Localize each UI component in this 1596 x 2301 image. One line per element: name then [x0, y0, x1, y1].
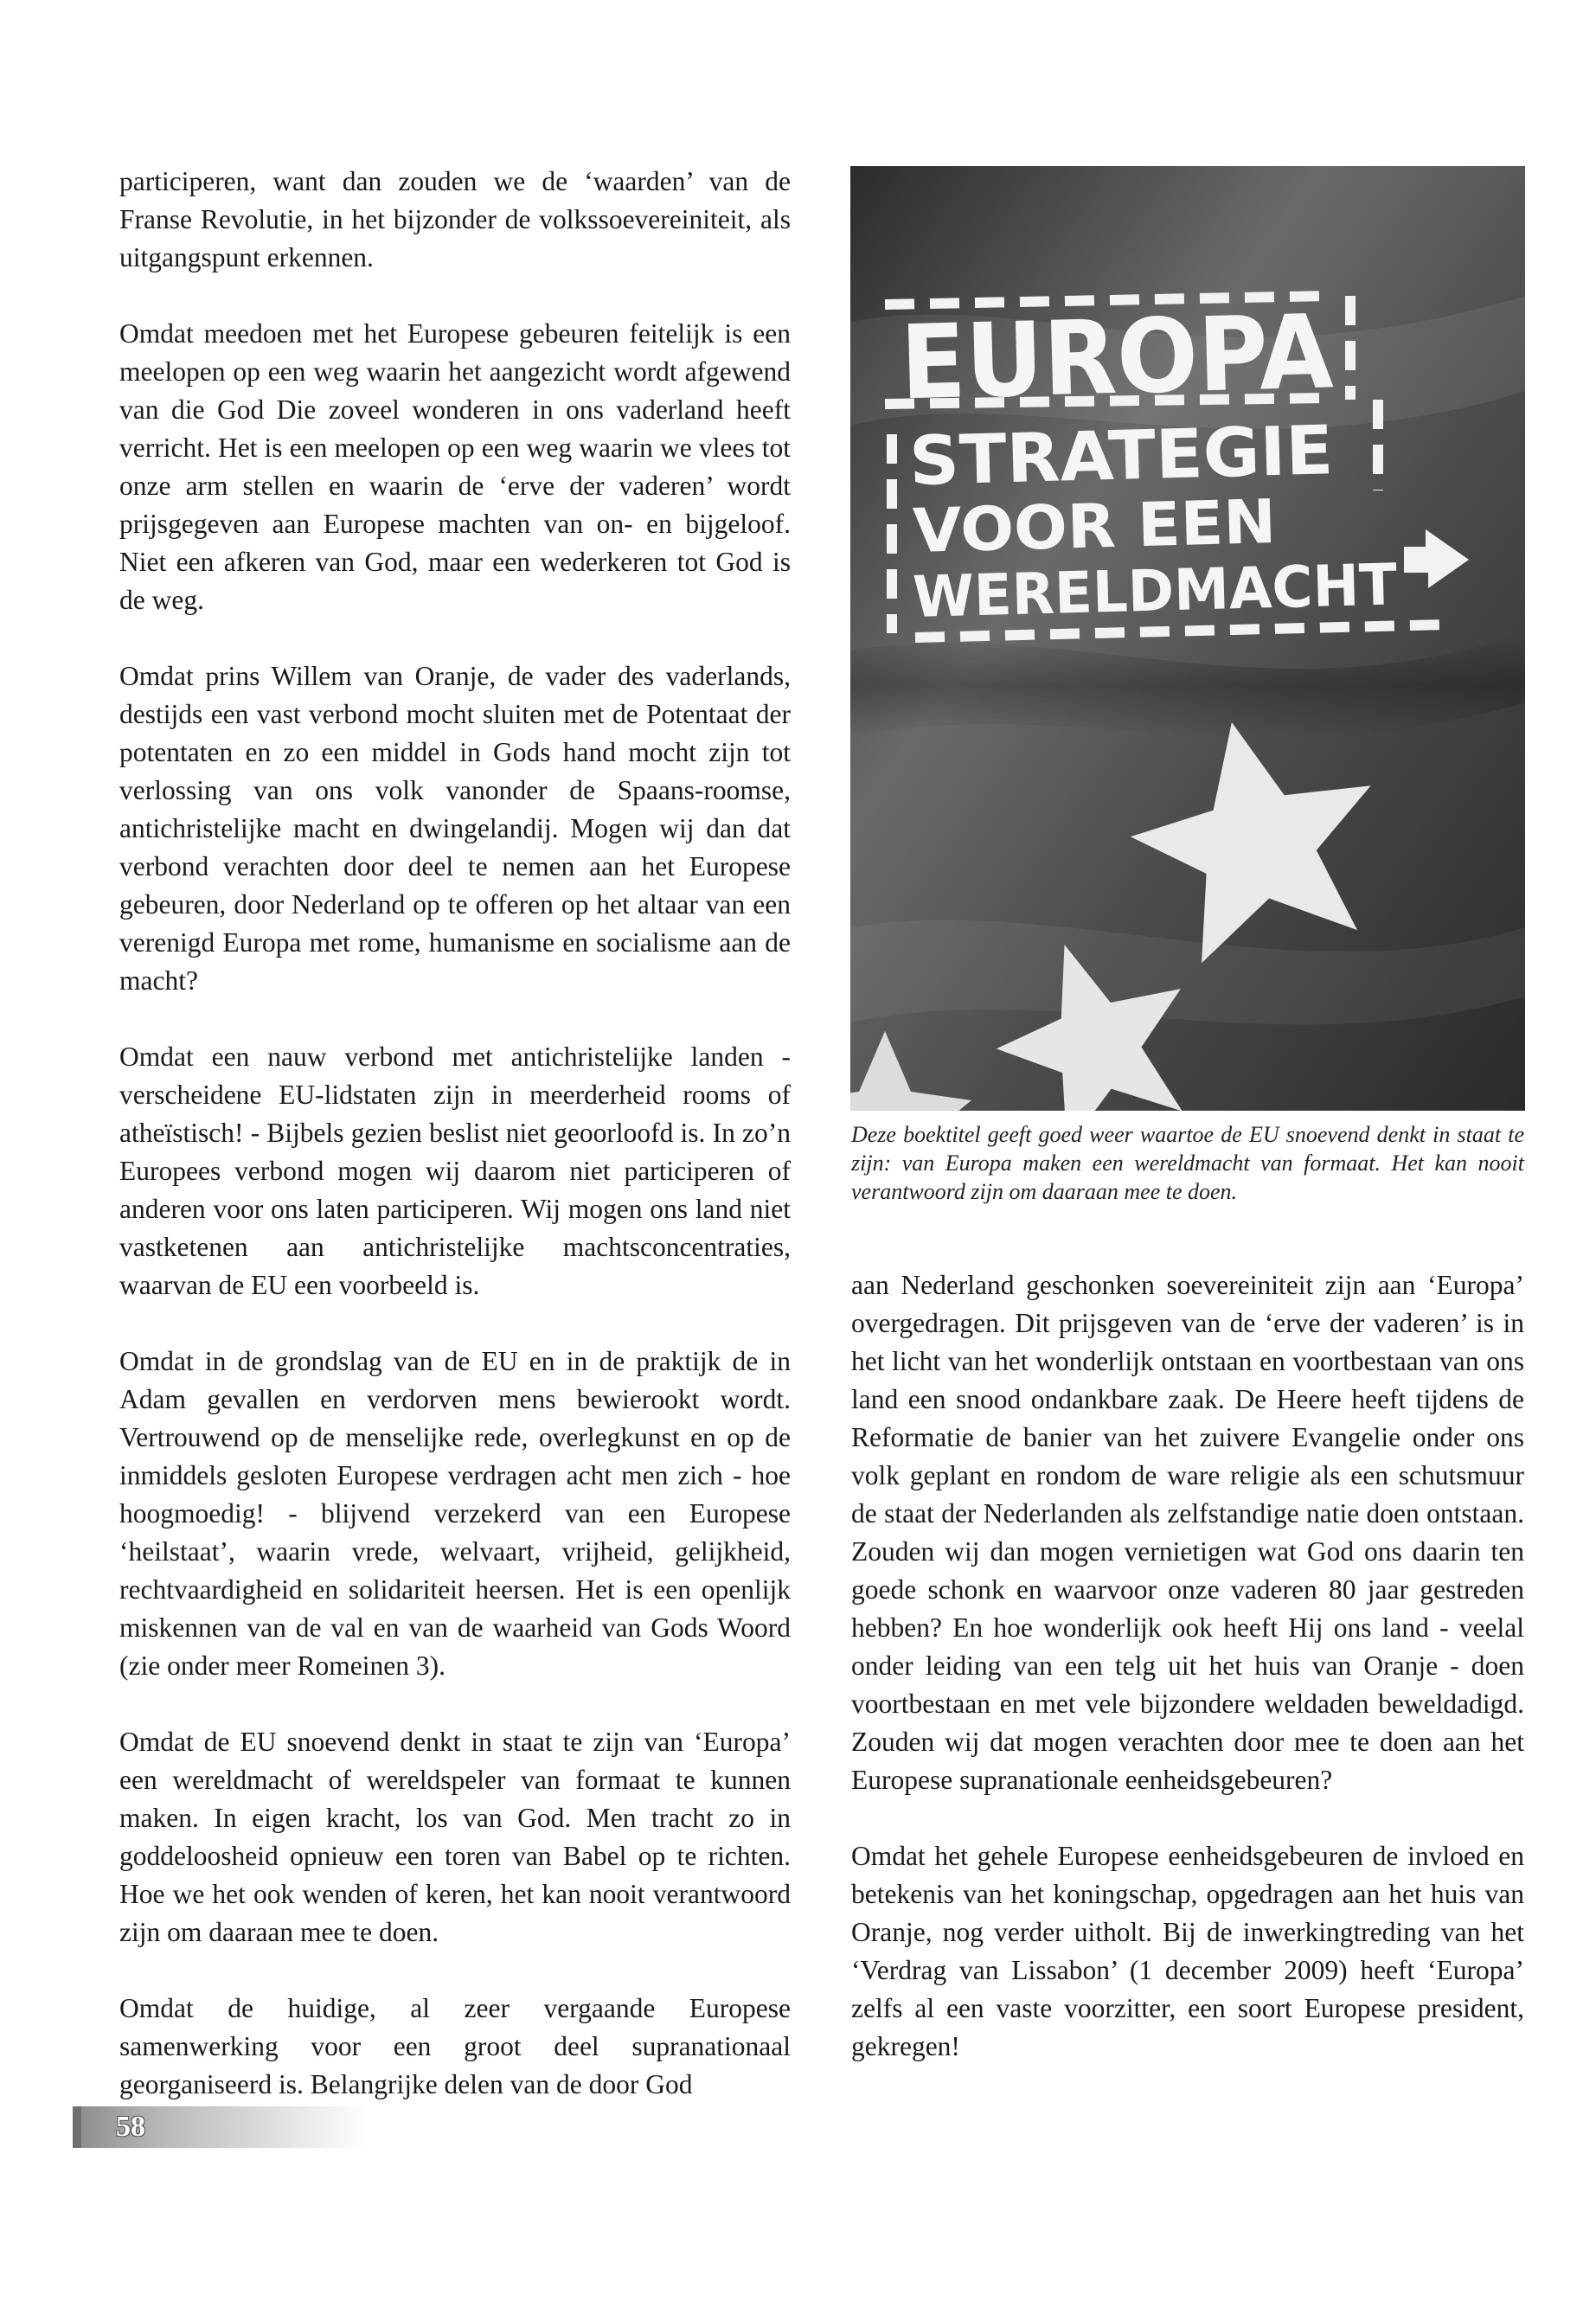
left-text-column [119, 163, 791, 2104]
paragraph: Omdat in de grondslag van de EU en in de praktijk de in Adam gevallen en verdorven mens bewierookt wordt. Vertrouwend op de menselijke rede, overlegkunst en op de inmiddels gesloten Europese verdragen acht men zich - hoe hoogmoedig! - blijvend verzekerd van een Europese ‘heilstaat’, waarin vrede, welvaart, vrijheid, gelijkheid, rechtvaardigheid en solidariteit heersen. Het is een openlijk miskennen van de val en van de waarheid van Gods Woord (zie onder meer Romeinen 3). [119, 1346, 791, 1681]
cover-title-line-2: STRATEGIE [908, 412, 1323, 502]
cover-title-line-1: EUROPA [899, 291, 1365, 423]
paragraph: Omdat prins Willem van Oranje, de vader des vaderlands, destijds een vast verbond mocht sluiten met de Potentaat der potentaten en zo een middel in Gods hand mocht zijn tot verlossing van ons volk vanonder de Spaans-roomse, antichristelijke macht en dwingelandij. Mogen wij dan dat verbond verachten door deel te nemen aan het Europese gebeuren, door Nederland op te offeren op het altaar van een verenigd Europa met rome, humanisme en socialisme aan de macht? [119, 661, 791, 996]
book-cover-image [850, 166, 1525, 1111]
paragraph: Omdat de EU snoevend denkt in staat te zijn van ‘Europa’ een wereldmacht of wereldspeler van formaat te kunnen maken. In eigen kracht, los van God. Men tracht zo in goddeloosheid opnieuw een toren van Babel op te richten. Hoe we het ook wenden of keren, het kan nooit verantwoord zijn om daaraan mee te doen. [119, 1727, 791, 1947]
cover-title-line-4: WERELDMACHT [912, 550, 1413, 631]
paragraph: aan Nederland geschonken soevereiniteit zijn aan ‘Europa’ overgedragen. Dit prijsgeven van de ‘erve der vaderen’ is in het licht van het wonderlijk ontstaan en voortbestaan van ons land een snood ondankbare zaak. De Heere heeft tijdens de Reformatie de banier van het zuivere Evangelie onder ons volk geplant en rondom de ware religie als een schutsmuur de staat der Nederlanden als zelfstandige natie doen ontstaan. Zouden wij dan mogen vernietigen wat God ons daarin ten goede schonk en waarvoor onze vaderen 80 jaar gestreden hebben? En hoe wonderlijk ook heeft Hij ons land - veelal onder leiding van een telg uit het huis van Oranje - doen voortbestaan en met vele bijzondere weldaden beweldadigd. Zouden wij dat mogen verachten door mee te doen aan het Europese supranationale eenheidsgebeuren? [851, 1270, 1524, 1795]
paragraph: participeren, want dan zouden we de ‘waarden’ van de Franse Revolutie, in het bijzonder de volkssoevereiniteit, als uitgangspunt erkennen. [119, 166, 791, 272]
page-number: 58 [116, 2111, 145, 2143]
right-text-column [851, 1266, 1524, 2066]
paragraph: Omdat een nauw verbond met antichristelijke landen - verscheidene EU-lidstaten zijn in meerderheid rooms of atheïstisch! - Bijbels gezien beslist niet geoorloofd is. In zo’n Europees verbond mogen wij daarom niet participeren of anderen voor ons laten participeren. Wij mogen ons land niet vastketenen aan antichristelijke machtsconcentraties, waarvan de EU een voorbeeld is. [119, 1042, 791, 1300]
paragraph: Omdat het gehele Europese eenheidsgebeuren de invloed en betekenis van het koningschap, opgedragen aan het huis van Oranje, nog verder uitholt. Bij de inwerkingtreding van het ‘Verdrag van Lissabon’ (1 december 2009) heeft ‘Europa’ zelfs al een vaste voorzitter, een soort Europese president, gekregen! [851, 1841, 1524, 2061]
footer-accent [73, 2106, 81, 2148]
paragraph: Omdat meedoen met het Europese gebeuren feitelijk is een meelopen op een weg waarin het aangezicht wordt afgewend van die God Die zoveel wonderen in ons vaderland heeft verricht. Het is een meelopen op een weg waarin we vlees tot onze arm stellen en waarin de ‘erve der vaderen’ wordt prijsgegeven aan Europese machten van on- en bijgeloof. Niet een afkeren van God, maar een wederkeren tot God is de weg. [119, 318, 791, 615]
paragraph: Omdat de huidige, al zeer vergaande Europese samenwerking voor een groot deel supranationaal georganiseerd is. Belangrijke delen van de door God [119, 1993, 791, 2099]
cover-title-line-3: VOOR EEN [912, 486, 1264, 567]
figure-caption: Deze boektitel geeft goed weer waartoe de EU snoevend denkt in staat te zijn: van Europa maken een wereldmacht van formaat. Het kan nooit verantwoord zijn om daaraan mee te doen. [851, 1122, 1524, 1204]
